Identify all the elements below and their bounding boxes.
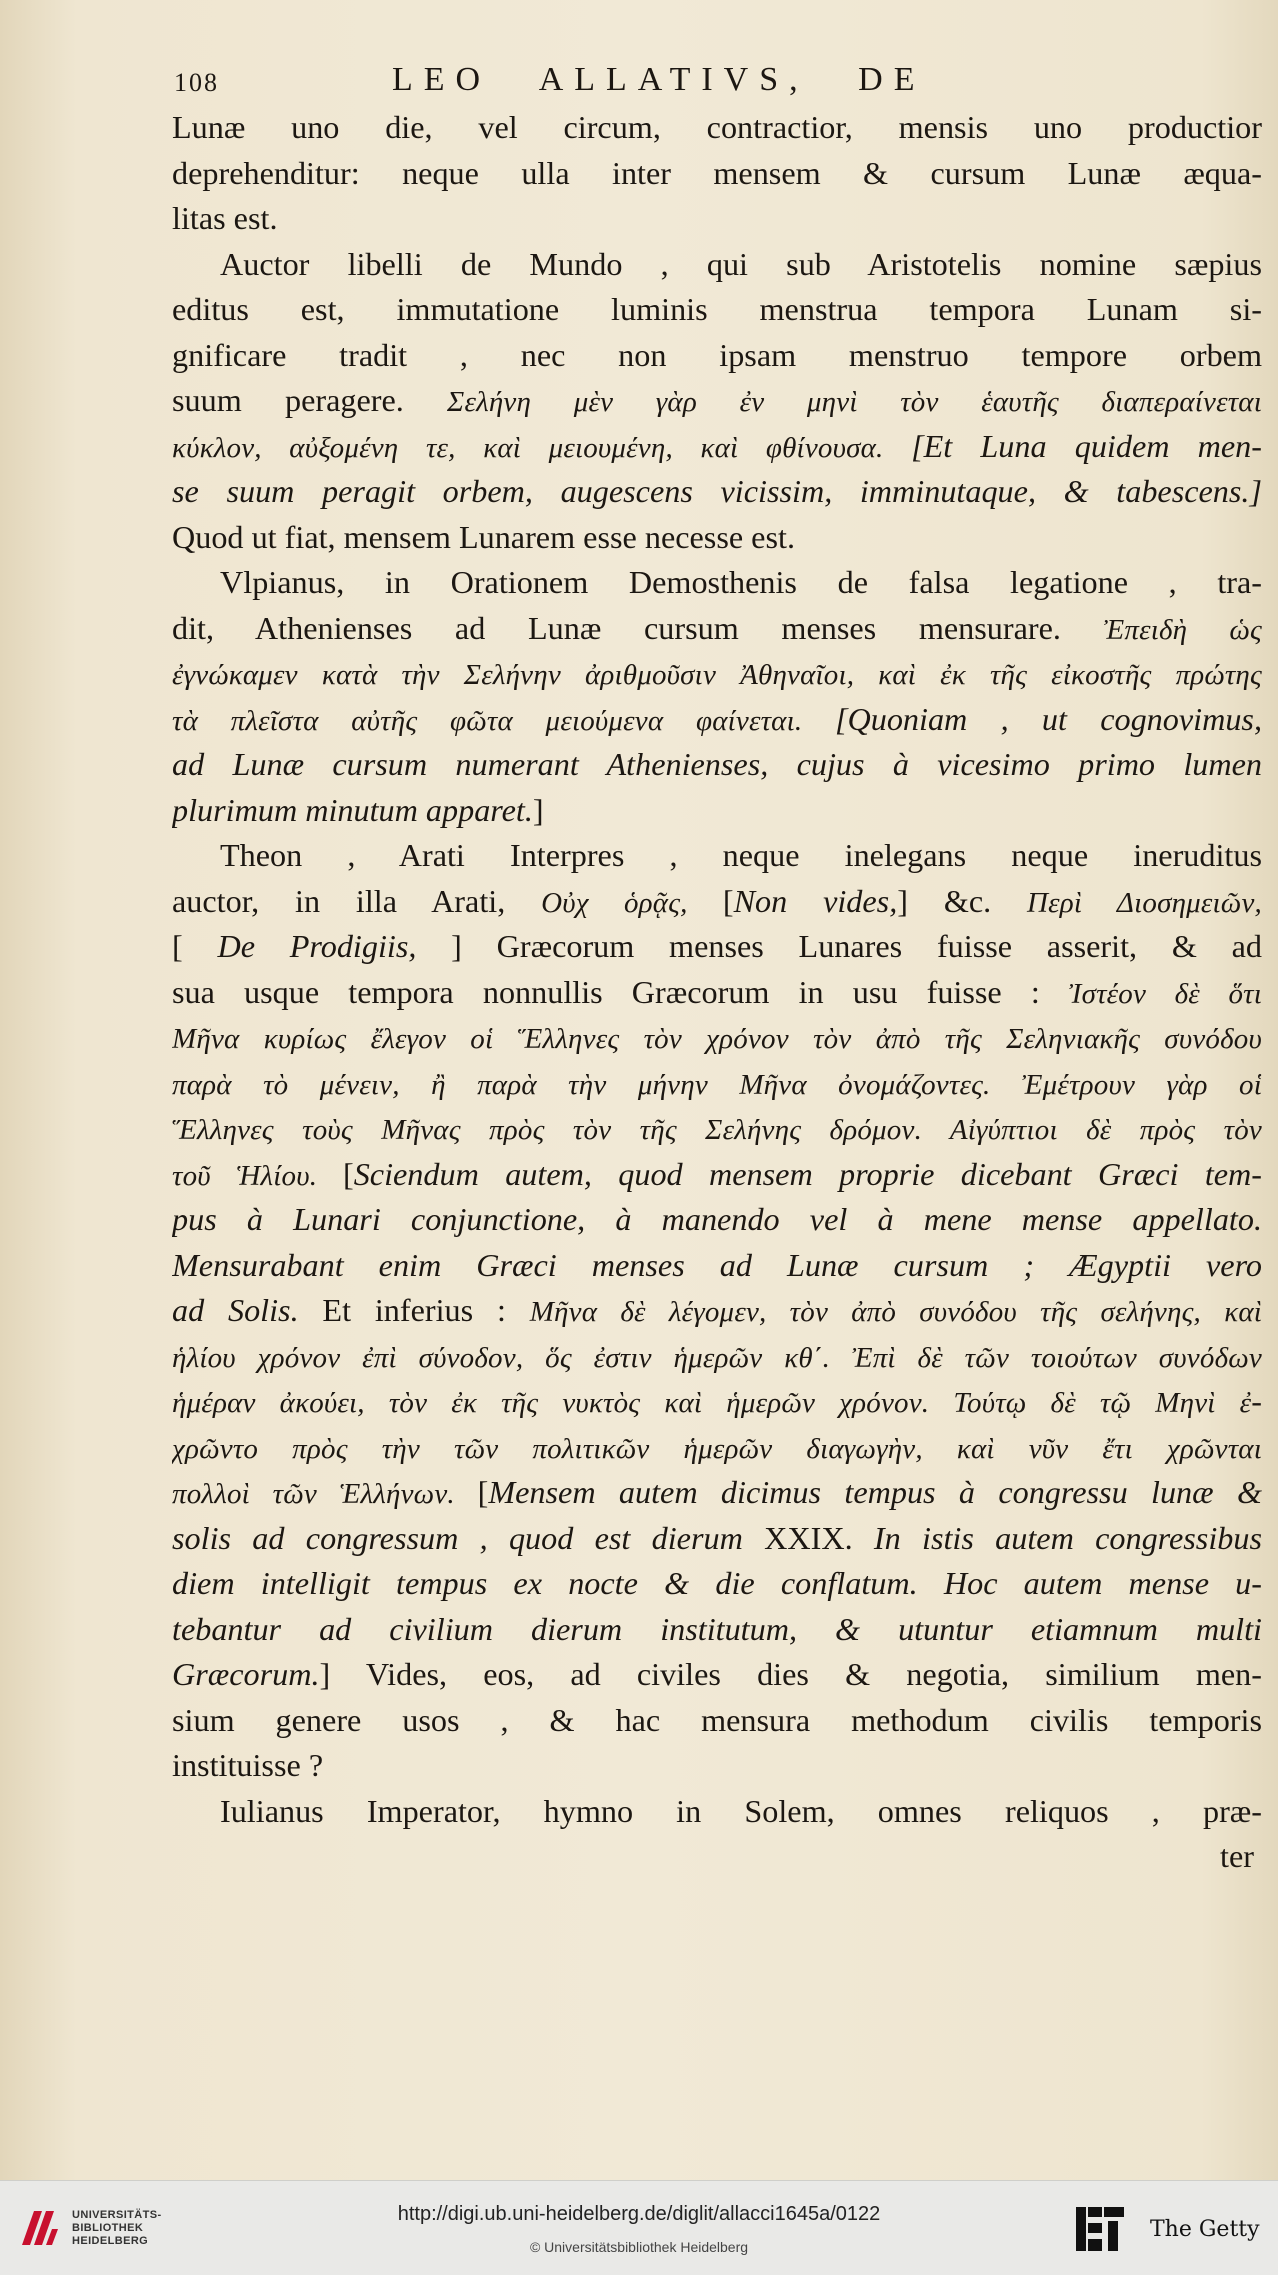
running-title: LEO ALLATIVS, DE [392, 61, 926, 98]
copyright: © Universitätsbibliothek Heidelberg [529, 2239, 749, 2255]
text-line: Græcorum.] Vides, eos, ad civiles dies & negotia, similium men- [172, 1656, 1262, 1692]
text-line: τὰ πλεῖστα αὐτῆς φῶτα μειούμενα φαίνεται. [Quoniam , ut cognovimus, [172, 700, 1262, 737]
text-line: χρῶντο πρὸς τὴν τῶν πολιτικῶν ἡμερῶν διαγωγὴν, καὶ νῦν ἔτι χρῶνται [172, 1432, 1262, 1465]
text-line: diem intelligit tempus ex nocte & die conflatum. Hoc autem mense u- [172, 1565, 1262, 1601]
text-line: τοῦ Ἡλίου. [Sciendum autem, quod mensem proprie dicebant Græci tem- [172, 1155, 1262, 1192]
text-line: Lunæ uno die, vel circum, contractior, mensis uno productior [172, 109, 1262, 145]
library-name-line: BIBLIOTHEK [72, 2222, 144, 2234]
text-line: ἡμέραν ἀκούει, τὸν ἐκ τῆς νυκτὸς καὶ ἡμερῶν χρόνον. Τούτῳ δὲ τῷ Μηνὶ ἐ- [172, 1383, 1262, 1419]
text-line: Vlpianus, in Orationem Demosthenis de falsa legatione , tra- [220, 564, 1262, 600]
permalink[interactable]: http://digi.ub.uni-heidelberg.de/diglit/allacci1645a/0122 [397, 2203, 881, 2225]
text-line: auctor, in illa Arati, Οὐχ ὁρᾷς, [Non vides,] &c. Περὶ Διοσημειῶν, [172, 882, 1262, 919]
text-line: plurimum minutum apparet.] [172, 791, 544, 828]
text-line: ἐγνώκαμεν κατὰ τὴν Σελήνην ἀριθμοῦσιν Ἀθηναῖοι, καὶ ἐκ τῆς εἰκοστῆς πρώτης [172, 659, 1262, 691]
text-line: Quod ut fiat, mensem Lunarem esse necesse est. [172, 518, 795, 555]
page-text [172, 55, 1262, 1880]
text-line: pus à Lunari conjunctione, à manendo vel à mene mense appellato. [172, 1201, 1262, 1237]
library-name-line: UNIVERSITÄTS- [72, 2209, 162, 2221]
text-line: editus est, immutatione luminis menstrua tempora Lunam si- [172, 291, 1262, 327]
page-number: 108 [174, 68, 219, 97]
text-line: sium genere usos , & hac mensura methodum civilis temporis [172, 1701, 1262, 1738]
text-line: ad Solis. Et inferius : Μῆνα δὲ λέγομεν, τὸν ἀπὸ συνόδου τῆς σελήνης, καὶ [172, 1292, 1262, 1328]
running-header [172, 55, 1262, 105]
text-line: Iulianus Imperator, hymno in Solem, omnes reliquos , præ- [220, 1792, 1262, 1829]
text-line: Mensurabant enim Græci menses ad Lunæ cursum ; Ægyptii vero [172, 1246, 1262, 1283]
text-line: solis ad congressum , quod est dierum XXIX. In istis autem congressibus [172, 1519, 1262, 1556]
text-line: deprehenditur: neque ulla inter mensem & cursum Lunæ æqua- [172, 154, 1262, 191]
partner-name: The Getty [1150, 2217, 1260, 2242]
text-line: instituisse ? [172, 1747, 324, 1783]
catchword: ter [1220, 1838, 1254, 1874]
text-line: κύκλον, αὐξομένη τε, καὶ μειουμένη, καὶ φθίνουσα. [Et Luna quidem men- [172, 427, 1262, 464]
text-line: sua usque tempora nonnullis Græcorum in usu fuisse : Ἰστέον δὲ ὅτι [172, 973, 1262, 1010]
text-line: Auctor libelli de Mundo , qui sub Aristotelis nomine sæpius [220, 245, 1262, 282]
text-line: ἡλίου χρόνον ἐπὶ σύνοδον, ὅς ἐστιν ἡμερῶν κθ΄. Ἐπὶ δὲ τῶν τοιούτων συνόδων [172, 1341, 1262, 1374]
footer-bar [0, 2180, 1278, 2275]
library-name-line: HEIDELBERG [72, 2235, 149, 2247]
text-line: πολλοὶ τῶν Ἑλλήνων. [Mensem autem dicimus tempus à congressu lunæ & [172, 1474, 1262, 1510]
text-line: dit, Athenienses ad Lunæ cursum menses mensurare. Ἐπειδὴ ὡς [172, 609, 1262, 646]
text-line: Μῆνα κυρίως ἔλεγον οἱ Ἕλληνες τὸν χρόνον τὸν ἀπὸ τῆς Σεληνιακῆς συνόδου [172, 1023, 1262, 1055]
text-line: gnificare tradit , nec non ipsam menstruo tempore orbem [172, 336, 1262, 373]
body-lines [172, 105, 1262, 1834]
text-line: suum peragere. Σελήνη μὲν γὰρ ἐν μηνὶ τὸν ἑαυτῆς διαπεραίνεται [172, 382, 1262, 418]
text-line: ad Lunæ cursum numerant Athenienses, cujus à vicesimo primo lumen [172, 746, 1262, 782]
text-line: [ De Prodigiis, ] Græcorum menses Lunares fuisse asserit, & ad [172, 928, 1262, 964]
text-line: Ἕλληνες τοὺς Μῆνας πρὸς τὸν τῆς Σελήνης δρόμον. Αἰγύπτιοι δὲ πρὸς τὸν [172, 1114, 1262, 1146]
text-line: Theon , Arati Interpres , neque inelegans neque ineruditus [220, 837, 1262, 873]
text-line: tebantur ad civilium dierum institutum, & utuntur etiamnum multi [172, 1610, 1262, 1647]
getty-logo-icon [1074, 2203, 1126, 2255]
text-line: παρὰ τὸ μένειν, ἢ παρὰ τὴν μήνην Μῆνα ὀνομάζοντες. Ἐμέτρουν γὰρ οἱ [172, 1068, 1262, 1101]
text-line: se suum peragit orbem, augescens vicissim, imminutaque, & tabescens.] [172, 473, 1262, 509]
text-line: litas est. [172, 200, 278, 236]
